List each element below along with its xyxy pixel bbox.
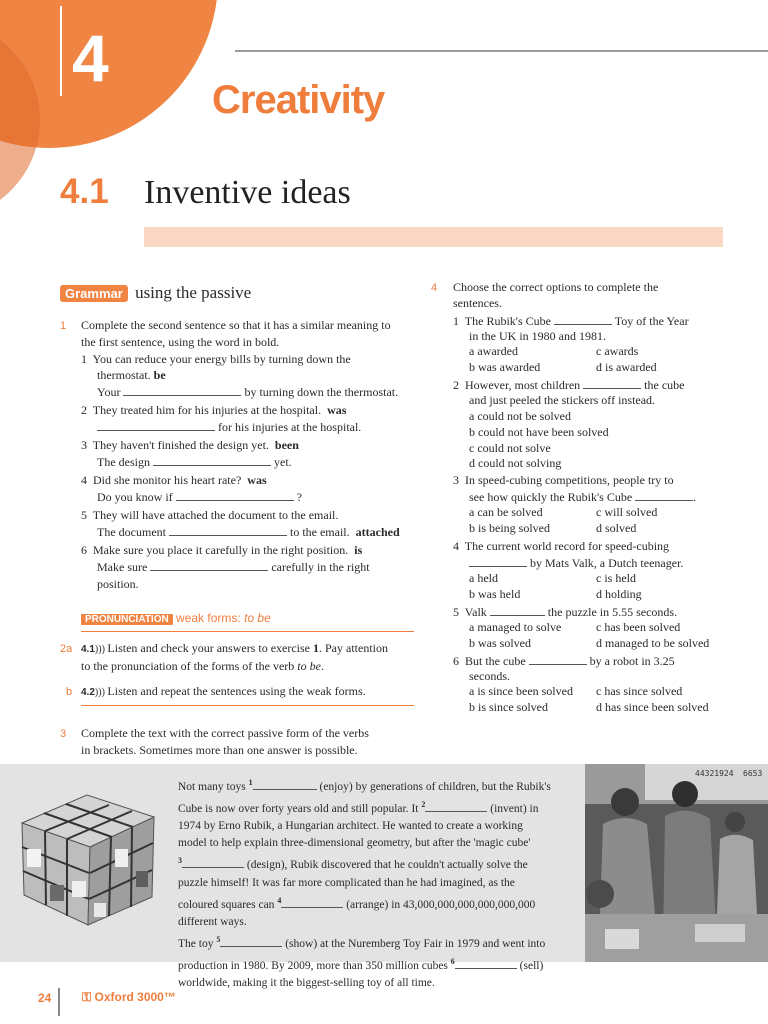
pronunciation-title: weak forms: [176,611,241,625]
option-a[interactable]: a awarded [469,344,518,358]
question-text: The Rubik's Cube [464,314,551,328]
lesson-title: Inventive ideas [144,174,351,211]
answer-blank[interactable] [176,489,294,501]
exercise-1-number: 1 [60,320,67,332]
exercise-4-question-6 [453,653,675,670]
text: to the pronunciation of the forms of the verb [81,659,295,673]
answer-start: The document [97,525,166,539]
option-d[interactable]: d solved [596,521,637,535]
exercise-1-item-4-answer [97,489,302,506]
answer-blank[interactable] [153,454,271,466]
unit-title: Creativity [212,78,385,122]
instruction-line: Complete the text with the correct passive form of the verbs [81,726,369,740]
competition-photo [585,764,768,962]
reading-text [178,774,551,992]
question-text: . [693,490,697,504]
exercise-2b-text [81,683,366,701]
audio-track-number: 4.2 [81,687,95,698]
gap-number: 5 [216,934,221,944]
option-b[interactable]: b is being solved [469,521,550,535]
grammar-tag: Grammar [60,285,128,302]
item-number: 2 [453,378,459,392]
text: production in 1980. By 2009, more than 350 million cubes [178,959,451,972]
answer-blank[interactable] [583,377,641,389]
answer-end: by turning down the thermostat. [244,385,399,399]
item-number: 4 [81,473,87,487]
exercise-4-question-5 [453,604,677,621]
item-sentence: Make sure you place it carefully in the right position. [93,543,349,557]
item-number: 6 [453,654,459,668]
answer-end: position. [97,577,139,591]
question-text: The current world record for speed-cubing [464,539,670,553]
instruction-line: Complete the second sentence so that it has a similar meaning to [81,318,391,332]
option-c[interactable]: c has been solved [596,620,681,634]
exercise-4-number: 4 [431,282,438,294]
answer-end: ? [296,490,302,504]
exercise-3-instructions [81,725,369,759]
exercise-1-item-6-answer-cont [97,576,139,593]
reading-line: different ways. [178,915,247,928]
exercise-4-question-2 [453,377,684,394]
competition-photo-drawing [585,764,768,962]
answer-end: to the email. [289,525,350,539]
question-text: the cube [644,378,685,392]
option-d[interactable]: d holding [596,587,642,601]
text: (sell) [516,959,544,972]
item-number: 5 [453,605,459,619]
exercise-1-item-1-answer [97,384,398,401]
oxford-3000-label [82,990,176,1005]
exercise-4-instructions [453,280,658,311]
answer-blank[interactable] [529,653,587,665]
footer-divider [58,988,60,1016]
rubiks-cube-image [12,785,162,935]
gap-6[interactable] [455,957,517,969]
option-d[interactable]: d managed to be solved [596,636,710,650]
answer-blank[interactable] [123,384,241,396]
pronunciation-rule-top [81,631,414,632]
option-a[interactable]: a held [469,571,498,585]
gap-2[interactable] [425,800,487,812]
option-c[interactable]: c could not solve [469,441,551,455]
text: (arrange) in 43,000,000,000,000,000,000 [343,898,536,911]
pronunciation-rule-bottom [81,705,414,706]
text-em: to be [297,659,321,673]
reading-line [178,774,551,796]
grammar-title: using the passive [135,283,252,302]
item-number: 3 [453,473,459,487]
exercise-1-item-5 [81,507,338,524]
text: Not many toys [178,780,249,793]
text: . [320,659,324,673]
answer-blank[interactable] [635,489,693,501]
option-b[interactable]: b could not have been solved [469,425,609,439]
text: The toy [178,937,217,950]
reading-line: model to help explain three-dimensional geometry, but after the 'magic cube' [178,837,531,850]
reading-line: worldwide, making it the biggest-selling toy of all time. [178,977,435,989]
gap-1[interactable] [253,778,317,790]
exercise-1-item-2 [81,402,346,419]
answer-blank[interactable] [150,559,268,571]
exercise-1-item-1-cont [97,367,166,384]
option-a[interactable]: a can be solved [469,505,543,519]
option-d[interactable]: d has since been solved [596,700,709,714]
audio-track-number: 4.1 [81,644,95,655]
option-b[interactable]: b is since solved [469,700,548,714]
key-icon: ⚿ [82,990,92,1004]
item-sentence: You can reduce your energy bills by turning down the [92,352,351,366]
gap-number: 3 [178,856,182,866]
question-text: by Mats Valk, a Dutch teenager. [530,556,684,570]
item-sentence: They will have attached the document to the email. [92,508,339,522]
question-text: Toy of the Year [614,314,689,328]
header-rule [235,50,768,52]
text: (design), Rubik discovered that he couldn't actually solve the [244,859,528,872]
exercise-1-item-1 [81,351,351,368]
key-word: been [274,438,299,452]
exercise-1-item-2-answer [97,419,361,436]
text: Listen and repeat the sentences using the weak forms. [107,684,366,698]
option-c[interactable]: c is held [596,571,636,585]
text: (show) at the Nuremberg Toy Fair in 1979 and went into [282,937,546,950]
exercise-1-item-3 [81,437,299,454]
question-text: In speed-cubing competitions, people try to [465,473,674,487]
exercise-1-instructions [81,317,391,351]
item-sentence: Did she monitor his heart rate? [93,473,242,487]
exercise-1-item-5-answer [97,524,400,541]
instruction-line: in brackets. Sometimes more than one answer is possible. [81,743,358,757]
exercise-4-question-1 [453,313,689,330]
reading-line [178,892,551,914]
pronunciation-title-em: to be [244,611,271,625]
question-text-line [469,555,683,572]
pronunciation-heading [81,611,271,625]
reading-line [178,931,551,953]
question-text: But the cube [465,654,526,668]
text: Cube is now over forty years old and still popular. It [178,802,422,815]
exercise-2a-line [81,658,388,675]
gap-number: 2 [421,800,426,810]
lesson-title-bar [144,227,723,247]
question-text: in the UK in 1980 and 1981. [469,329,606,343]
item-number: 2 [81,403,87,417]
exercise-1-item-3-answer [97,454,292,471]
page-number: 24 [38,991,52,1005]
gap-number: 4 [277,895,282,905]
answer-blank[interactable] [554,313,612,325]
scoreboard-text-2: 6653 [743,769,763,778]
question-text: However, most children [465,378,581,392]
pronunciation-tag: PRONUNCIATION [81,614,173,625]
question-text: by a robot in 3.25 [589,654,675,668]
reading-line [178,852,551,874]
answer-blank[interactable] [490,604,545,616]
question-text: seconds. [469,669,510,683]
gap-number: 1 [248,778,253,787]
unit-banner-divider [60,6,62,96]
instruction-line: the first sentence, using the word in bold. [81,335,280,349]
item-number: 1 [453,314,459,328]
option-d[interactable]: d is awarded [596,360,657,374]
audio-icon[interactable]: ))) [94,687,108,698]
text: coloured squares can [178,898,278,911]
gap-number: 6 [450,956,455,966]
text: . Pay attention [319,641,388,655]
exercise-3-number: 3 [60,728,67,740]
question-text: see how quickly the Rubik's Cube [469,490,633,504]
reading-line: 1974 by Erno Rubik, a Hungarian architect. He wanted to create a working [178,820,523,833]
answer-start: Your [97,385,121,399]
reading-line [178,953,551,975]
key-word: be [153,368,166,382]
exercise-2a-number: 2a [60,643,73,655]
item-sentence: They treated him for his injuries at the hospital. [92,403,322,417]
gap-4[interactable] [281,896,343,908]
grammar-heading [60,283,251,303]
item-sentence: thermostat. [97,368,151,382]
gap-3[interactable] [182,856,244,868]
item-number: 4 [453,539,459,553]
scoreboard-text-1: 44321924 [695,769,734,778]
text: (invent) in [487,802,539,815]
gap-5[interactable] [220,935,282,947]
exercise-2a-text [81,640,388,675]
item-number: 3 [81,438,87,452]
lesson-number: 4.1 [60,172,109,211]
key-word: attached [355,525,400,539]
instruction-line: sentences. [453,295,502,310]
answer-end: for his injuries at the hospital. [218,420,362,434]
key-word: was [247,473,267,487]
option-a[interactable]: a could not be solved [469,409,571,423]
answer-end: carefully in the right [271,560,370,574]
answer-start: Do you know if [97,490,173,504]
answer-end: yet. [274,455,292,469]
option-b[interactable]: b was awarded [469,360,541,374]
option-a[interactable]: a is since been solved [469,684,573,698]
option-c[interactable]: c will solved [596,505,658,519]
unit-number: 4 [72,21,109,95]
exercise-1-item-4 [81,472,267,489]
answer-blank[interactable] [169,524,287,536]
text: (enjoy) by generations of children, but the Rubik's [316,780,551,793]
exercise-2b-number: b [66,686,73,698]
option-b[interactable]: b was solved [469,636,531,650]
option-c[interactable]: c awards [596,344,639,358]
answer-blank[interactable] [469,555,527,567]
question-text: Valk [464,605,487,619]
option-b[interactable]: b was held [469,587,521,601]
reading-line [178,796,551,818]
instruction-line: Choose the correct options to complete the [453,280,659,294]
item-number: 6 [81,543,87,557]
exercise-2a-line [81,640,388,658]
answer-start: Make sure [97,560,148,574]
text: Listen and check your answers to exercise [107,641,310,655]
item-number: 5 [81,508,87,522]
key-word: was [327,403,347,417]
question-text-line [469,489,696,506]
oxford-3000-text: Oxford 3000™ [94,990,176,1004]
option-c[interactable]: c has since solved [596,684,683,698]
exercise-1-item-6-answer [97,559,370,576]
question-text: and just peeled the stickers off instead. [469,393,656,407]
exercise-1-item-6 [81,542,362,559]
exercise-4-question-3 [453,473,674,489]
exercise-ref: 1 [313,641,319,655]
option-a[interactable]: a managed to solve [469,620,562,634]
question-text: the puzzle in 5.55 seconds. [547,605,678,619]
item-number: 1 [81,352,87,366]
reading-line: puzzle himself! It was far more complicated than he had imagined, as the [178,876,515,889]
key-word: is [354,543,363,557]
audio-icon[interactable]: ))) [94,644,108,655]
answer-start: The design [97,455,150,469]
item-sentence: They haven't finished the design yet. [92,438,269,452]
answer-blank[interactable] [97,419,215,431]
option-d[interactable]: d could not solving [469,456,562,470]
exercise-4-question-4 [453,539,669,555]
